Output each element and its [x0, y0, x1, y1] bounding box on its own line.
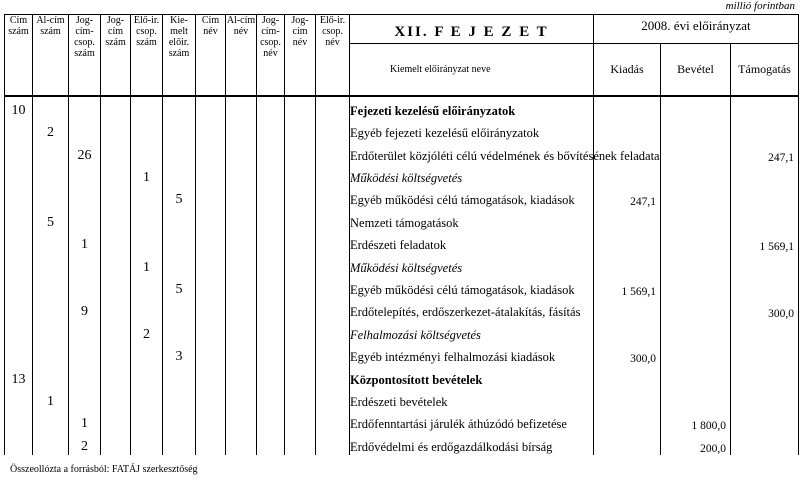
table-row	[5, 96, 799, 119]
bevetel-cell	[661, 208, 731, 230]
tamogatas-cell	[731, 320, 799, 342]
bevetel-cell	[661, 343, 731, 365]
bevetel-cell	[661, 231, 731, 253]
name-spacer-cell	[196, 253, 226, 275]
code-cell	[101, 276, 131, 298]
code-cell	[101, 388, 131, 410]
name-spacer-cell	[285, 343, 316, 365]
name-spacer-cell	[316, 276, 350, 298]
year-header: 2008. évi előirányzat	[594, 15, 799, 44]
code-cell	[69, 388, 101, 410]
item-name: Felhalmozási költségvetés	[350, 320, 594, 342]
table-row	[5, 119, 799, 141]
name-spacer-cell	[316, 253, 350, 275]
table-row	[5, 388, 799, 410]
code-cell	[33, 141, 69, 163]
name-spacer-cell	[316, 432, 350, 454]
code-cell	[131, 141, 163, 163]
name-spacer-cell	[196, 276, 226, 298]
item-name: Erdőfenntartási járulék áthúzódó befizetése	[350, 410, 594, 432]
name-spacer-cell	[257, 208, 285, 230]
kiadas-cell	[594, 231, 661, 253]
item-name: Erdészeti feladatok	[350, 231, 594, 253]
code-cell	[5, 276, 33, 298]
name-spacer-cell	[226, 410, 257, 432]
name-spacer-cell	[196, 96, 226, 119]
name-spacer-cell	[196, 208, 226, 230]
code-cell	[33, 320, 69, 342]
header-cim-szam: Cím szám	[5, 15, 33, 96]
item-name: Egyéb működési célú támogatások, kiadások	[350, 276, 594, 298]
name-spacer-cell	[285, 141, 316, 163]
item-name: Nemzeti támogatások	[350, 208, 594, 230]
name-spacer-cell	[285, 186, 316, 208]
code-cell	[101, 432, 131, 454]
bevetel-cell	[661, 186, 731, 208]
table-row	[5, 208, 799, 230]
code-cell: 10	[5, 96, 33, 119]
code-cell: 2	[69, 432, 101, 454]
code-cell: 9	[69, 298, 101, 320]
code-cell	[101, 208, 131, 230]
code-cell	[5, 343, 33, 365]
code-cell	[131, 276, 163, 298]
header-bevetel: Bevétel	[661, 44, 731, 96]
name-spacer-cell	[316, 119, 350, 141]
code-cell	[163, 208, 196, 230]
header-alcim-szam: Al-cím szám	[33, 15, 69, 96]
code-cell	[101, 119, 131, 141]
bevetel-cell	[661, 253, 731, 275]
name-spacer-cell	[257, 96, 285, 119]
tamogatas-cell	[731, 253, 799, 275]
name-spacer-cell	[257, 388, 285, 410]
code-cell	[33, 96, 69, 119]
table-row	[5, 231, 799, 253]
name-spacer-cell	[285, 432, 316, 454]
header-jogcim-nev: Jog-cím név	[285, 15, 316, 96]
code-cell	[131, 208, 163, 230]
code-cell	[163, 96, 196, 119]
code-cell	[33, 365, 69, 387]
header-jogcim-szam: Jog-cím szám	[101, 15, 131, 96]
name-spacer-cell	[226, 253, 257, 275]
header-cim-nev: Cím név	[196, 15, 226, 96]
table-row	[5, 253, 799, 275]
name-spacer-cell	[316, 141, 350, 163]
name-spacer-cell	[257, 432, 285, 454]
kiadas-cell: 247,1	[594, 186, 661, 208]
name-spacer-cell	[226, 432, 257, 454]
name-spacer-cell	[196, 186, 226, 208]
code-cell	[131, 388, 163, 410]
kiadas-cell	[594, 208, 661, 230]
code-cell	[131, 343, 163, 365]
bevetel-cell	[661, 141, 731, 163]
code-cell	[33, 164, 69, 186]
name-spacer-cell	[257, 276, 285, 298]
name-spacer-cell	[285, 388, 316, 410]
table-body	[5, 96, 799, 455]
name-spacer-cell	[285, 365, 316, 387]
code-cell	[5, 388, 33, 410]
table-row	[5, 276, 799, 298]
code-cell	[5, 320, 33, 342]
code-cell	[101, 365, 131, 387]
code-cell	[163, 231, 196, 253]
code-cell	[69, 119, 101, 141]
header-eloircsop-szam: Elő-ir. csop. szám	[131, 15, 163, 96]
code-cell: 26	[69, 141, 101, 163]
table-row	[5, 320, 799, 342]
tamogatas-cell: 247,1	[731, 141, 799, 163]
code-cell: 1	[131, 164, 163, 186]
kiadas-cell: 300,0	[594, 343, 661, 365]
bevetel-cell	[661, 388, 731, 410]
name-spacer-cell	[196, 141, 226, 163]
name-spacer-cell	[226, 96, 257, 119]
item-name: Erdőterület közjóléti célú védelmének és bővítésének feladata	[350, 141, 594, 163]
header-kiadas: Kiadás	[594, 44, 661, 96]
kiadas-cell	[594, 320, 661, 342]
name-spacer-cell	[316, 231, 350, 253]
name-spacer-cell	[226, 343, 257, 365]
name-spacer-cell	[316, 410, 350, 432]
name-spacer-cell	[285, 231, 316, 253]
code-cell	[101, 320, 131, 342]
code-cell	[131, 119, 163, 141]
table-row	[5, 365, 799, 387]
code-cell: 1	[69, 410, 101, 432]
code-cell	[33, 231, 69, 253]
tamogatas-cell: 300,0	[731, 298, 799, 320]
code-cell	[101, 186, 131, 208]
code-cell	[131, 298, 163, 320]
name-spacer-cell	[316, 343, 350, 365]
code-cell	[33, 186, 69, 208]
kiadas-cell	[594, 432, 661, 454]
name-spacer-cell	[226, 365, 257, 387]
name-spacer-cell	[226, 164, 257, 186]
code-cell	[163, 388, 196, 410]
table-row	[5, 343, 799, 365]
name-spacer-cell	[316, 96, 350, 119]
code-cell	[163, 298, 196, 320]
name-spacer-cell	[316, 208, 350, 230]
code-cell	[5, 410, 33, 432]
bevetel-cell	[661, 119, 731, 141]
code-cell	[33, 410, 69, 432]
item-name: Erdővédelmi és erdőgazdálkodási bírság	[350, 432, 594, 454]
code-cell	[131, 231, 163, 253]
chapter-title: XII. F E J E Z E T	[350, 15, 594, 44]
code-cell: 1	[131, 253, 163, 275]
bevetel-cell	[661, 276, 731, 298]
name-spacer-cell	[285, 253, 316, 275]
kiadas-cell	[594, 365, 661, 387]
name-spacer-cell	[285, 164, 316, 186]
name-spacer-cell	[226, 276, 257, 298]
bevetel-cell	[661, 96, 731, 119]
name-spacer-cell	[226, 119, 257, 141]
code-cell	[163, 320, 196, 342]
code-cell	[69, 253, 101, 275]
header-eloircsop-nev: Elő-ir. csop. név	[316, 15, 350, 96]
name-spacer-cell	[257, 410, 285, 432]
bevetel-cell	[661, 164, 731, 186]
code-cell	[69, 96, 101, 119]
name-spacer-cell	[226, 231, 257, 253]
code-cell	[101, 410, 131, 432]
name-spacer-cell	[257, 320, 285, 342]
name-spacer-cell	[226, 320, 257, 342]
code-cell	[131, 186, 163, 208]
code-cell: 2	[131, 320, 163, 342]
name-spacer-cell	[285, 298, 316, 320]
tamogatas-cell	[731, 164, 799, 186]
kiadas-cell	[594, 298, 661, 320]
tamogatas-cell	[731, 410, 799, 432]
bevetel-cell	[661, 320, 731, 342]
header-tamogatas: Támogatás	[731, 44, 799, 96]
code-cell	[163, 119, 196, 141]
name-spacer-cell	[257, 164, 285, 186]
name-spacer-cell	[316, 388, 350, 410]
item-name-header: Kiemelt előirányzat neve	[350, 44, 594, 96]
name-spacer-cell	[196, 343, 226, 365]
name-spacer-cell	[257, 298, 285, 320]
name-spacer-cell	[257, 365, 285, 387]
item-name: Egyéb működési célú támogatások, kiadások	[350, 186, 594, 208]
name-spacer-cell	[196, 231, 226, 253]
name-spacer-cell	[257, 253, 285, 275]
table-row	[5, 164, 799, 186]
item-name: Egyéb intézményi felhalmozási kiadások	[350, 343, 594, 365]
name-spacer-cell	[285, 320, 316, 342]
code-cell	[33, 276, 69, 298]
name-spacer-cell	[257, 119, 285, 141]
code-cell	[163, 410, 196, 432]
code-cell: 5	[163, 276, 196, 298]
bevetel-cell: 200,0	[661, 432, 731, 454]
code-cell: 5	[163, 186, 196, 208]
name-spacer-cell	[316, 365, 350, 387]
code-cell	[33, 343, 69, 365]
code-cell	[101, 343, 131, 365]
name-spacer-cell	[196, 298, 226, 320]
code-cell	[33, 253, 69, 275]
code-cell: 2	[33, 119, 69, 141]
name-spacer-cell	[196, 320, 226, 342]
tamogatas-cell	[731, 388, 799, 410]
kiadas-cell	[594, 410, 661, 432]
name-spacer-cell	[285, 119, 316, 141]
code-cell	[5, 186, 33, 208]
name-spacer-cell	[316, 164, 350, 186]
table-row	[5, 141, 799, 163]
name-spacer-cell	[226, 298, 257, 320]
item-name: Egyéb fejezeti kezelésű előirányzatok	[350, 119, 594, 141]
name-spacer-cell	[196, 388, 226, 410]
name-spacer-cell	[285, 208, 316, 230]
item-name: Erdészeti bevételek	[350, 388, 594, 410]
code-cell	[163, 432, 196, 454]
tamogatas-cell	[731, 119, 799, 141]
code-cell	[131, 432, 163, 454]
name-spacer-cell	[285, 410, 316, 432]
name-spacer-cell	[316, 320, 350, 342]
code-cell	[5, 208, 33, 230]
source-note: Összeollózta a forrásból: FATÁJ szerkesztőség	[10, 464, 198, 475]
code-cell	[33, 432, 69, 454]
code-cell	[163, 164, 196, 186]
item-name: Működési költségvetés	[350, 164, 594, 186]
name-spacer-cell	[257, 186, 285, 208]
name-spacer-cell	[257, 343, 285, 365]
code-cell: 5	[33, 208, 69, 230]
code-cell	[69, 164, 101, 186]
name-spacer-cell	[316, 186, 350, 208]
code-cell	[69, 276, 101, 298]
name-spacer-cell	[196, 164, 226, 186]
code-cell	[5, 141, 33, 163]
code-cell	[69, 343, 101, 365]
code-cell	[69, 186, 101, 208]
code-cell: 13	[5, 365, 33, 387]
code-cell	[69, 365, 101, 387]
tamogatas-cell	[731, 343, 799, 365]
tamogatas-cell: 1 569,1	[731, 231, 799, 253]
item-name: Működési költségvetés	[350, 253, 594, 275]
bevetel-cell	[661, 365, 731, 387]
name-spacer-cell	[226, 388, 257, 410]
code-cell: 1	[69, 231, 101, 253]
kiadas-cell	[594, 388, 661, 410]
code-cell	[69, 208, 101, 230]
name-spacer-cell	[316, 298, 350, 320]
code-cell	[5, 298, 33, 320]
code-cell	[5, 164, 33, 186]
tamogatas-cell	[731, 432, 799, 454]
kiadas-cell	[594, 253, 661, 275]
code-cell	[5, 231, 33, 253]
header-kiemelt-szam: Kie-melt előir. szám	[163, 15, 196, 96]
table-row	[5, 432, 799, 454]
code-cell	[101, 96, 131, 119]
code-cell	[101, 141, 131, 163]
code-cell: 1	[33, 388, 69, 410]
code-cell	[101, 231, 131, 253]
table-row	[5, 298, 799, 320]
code-cell	[5, 432, 33, 454]
name-spacer-cell	[285, 96, 316, 119]
header-jogcimcsop-nev: Jog-cím-csop. név	[257, 15, 285, 96]
code-cell	[163, 253, 196, 275]
budget-table	[4, 14, 799, 455]
name-spacer-cell	[226, 141, 257, 163]
name-spacer-cell	[196, 432, 226, 454]
name-spacer-cell	[285, 276, 316, 298]
code-cell	[33, 298, 69, 320]
tamogatas-cell	[731, 276, 799, 298]
table-row	[5, 410, 799, 432]
name-spacer-cell	[196, 410, 226, 432]
name-spacer-cell	[196, 365, 226, 387]
code-cell	[101, 253, 131, 275]
tamogatas-cell	[731, 208, 799, 230]
name-spacer-cell	[196, 119, 226, 141]
code-cell	[131, 96, 163, 119]
unit-note: millió forintban	[725, 0, 795, 12]
code-cell	[101, 164, 131, 186]
code-cell	[5, 119, 33, 141]
bevetel-cell	[661, 298, 731, 320]
code-cell	[131, 410, 163, 432]
table-row	[5, 186, 799, 208]
code-cell	[131, 365, 163, 387]
tamogatas-cell	[731, 365, 799, 387]
name-spacer-cell	[226, 208, 257, 230]
code-cell	[5, 253, 33, 275]
header-jogcimcsop-szam: Jog-cím-csop. szám	[69, 15, 101, 96]
tamogatas-cell	[731, 186, 799, 208]
name-spacer-cell	[226, 186, 257, 208]
code-cell	[163, 141, 196, 163]
kiadas-cell	[594, 96, 661, 119]
name-spacer-cell	[257, 141, 285, 163]
code-cell	[69, 320, 101, 342]
kiadas-cell	[594, 164, 661, 186]
kiadas-cell: 1 569,1	[594, 276, 661, 298]
item-name: Központosított bevételek	[350, 365, 594, 387]
bevetel-cell: 1 800,0	[661, 410, 731, 432]
header-alcim-nev: Al-cím név	[226, 15, 257, 96]
code-cell: 3	[163, 343, 196, 365]
kiadas-cell	[594, 119, 661, 141]
tamogatas-cell	[731, 96, 799, 119]
code-cell	[101, 298, 131, 320]
item-name: Fejezeti kezelésű előirányzatok	[350, 96, 594, 119]
code-cell	[163, 365, 196, 387]
name-spacer-cell	[257, 231, 285, 253]
item-name: Erdőtelepítés, erdőszerkezet-átalakítás, fásítás	[350, 298, 594, 320]
